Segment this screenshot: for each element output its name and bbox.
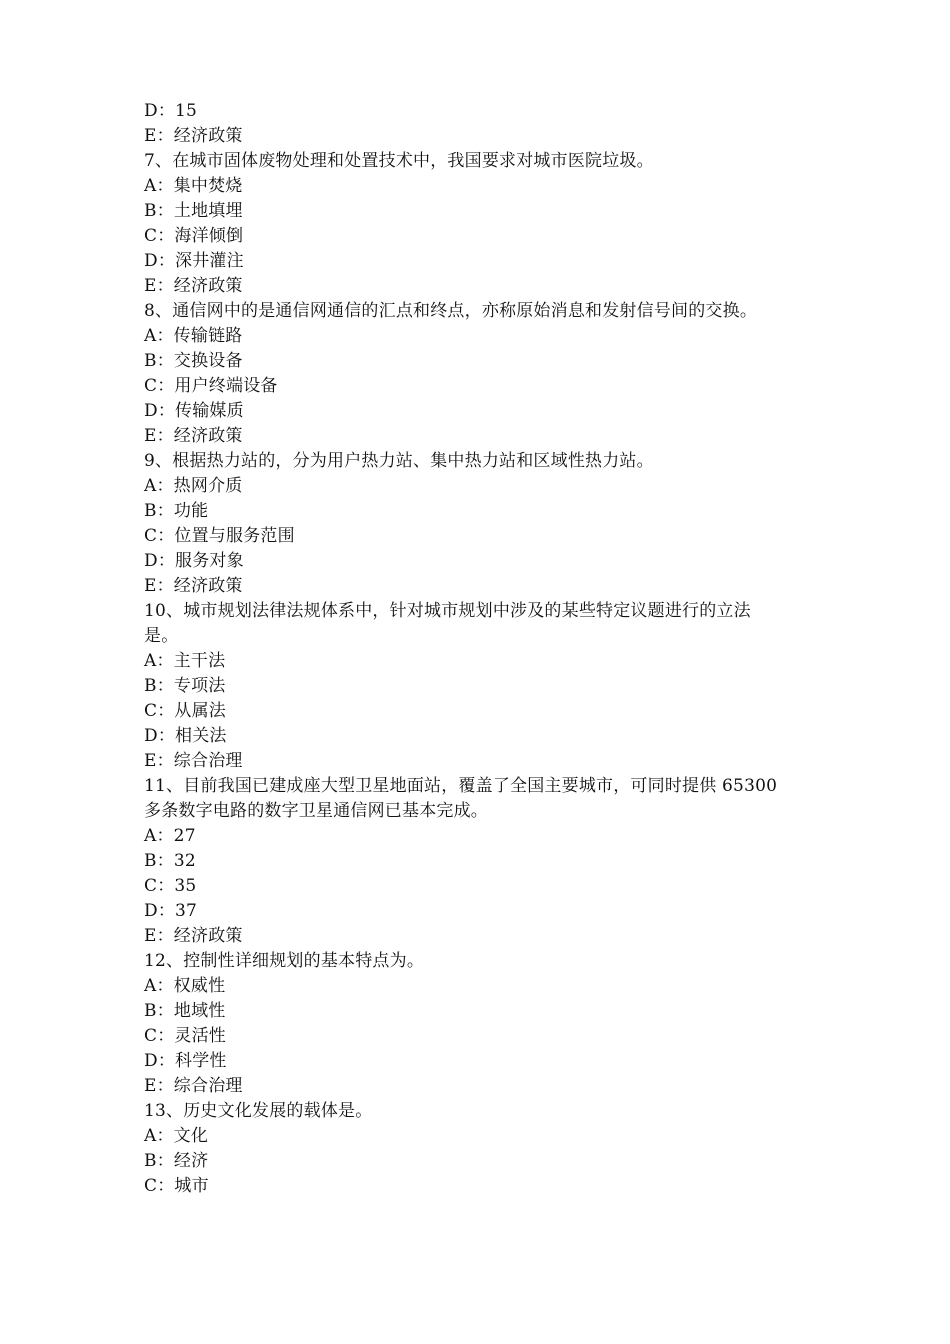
option-b: B：经济 bbox=[144, 1151, 209, 1171]
option-c: C：位置与服务范围 bbox=[144, 526, 295, 546]
question-9: 9、根据热力站的，分为用户热力站、集中热力站和区域性热力站。 bbox=[144, 451, 654, 471]
option-e: E：经济政策 bbox=[144, 926, 243, 946]
option-c: C：35 bbox=[144, 876, 197, 896]
option-c: C：用户终端设备 bbox=[144, 376, 278, 396]
option-d: D：相关法 bbox=[144, 726, 227, 746]
option-d: D：服务对象 bbox=[144, 551, 244, 571]
question-11-continued: 多条数字电路的数字卫星通信网已基本完成。 bbox=[144, 801, 488, 821]
option-a: A：主干法 bbox=[144, 651, 226, 671]
option-e: E：综合治理 bbox=[144, 1076, 243, 1096]
option-b: B：交换设备 bbox=[144, 351, 243, 371]
option-d: D：科学性 bbox=[144, 1051, 227, 1071]
option-e: E：经济政策 bbox=[144, 126, 243, 146]
option-b: B：功能 bbox=[144, 501, 209, 521]
option-b: B：专项法 bbox=[144, 676, 226, 696]
option-a: A：权威性 bbox=[144, 976, 226, 996]
option-a: A：文化 bbox=[144, 1126, 209, 1146]
option-c: C：灵活性 bbox=[144, 1026, 227, 1046]
question-13: 13、历史文化发展的载体是。 bbox=[144, 1101, 373, 1121]
option-b: B：地域性 bbox=[144, 1001, 226, 1021]
option-a: A：27 bbox=[144, 826, 196, 846]
question-8: 8、通信网中的是通信网通信的汇点和终点，亦称原始消息和发射信号间的交换。 bbox=[144, 301, 758, 321]
question-12: 12、控制性详细规划的基本特点为。 bbox=[144, 951, 425, 971]
option-d: D：37 bbox=[144, 901, 198, 921]
option-e: E：经济政策 bbox=[144, 576, 243, 596]
option-e: E：综合治理 bbox=[144, 751, 243, 771]
question-11: 11、目前我国已建成座大型卫星地面站，覆盖了全国主要城市，可同时提供 65300 bbox=[144, 776, 778, 796]
option-a: A：热网介质 bbox=[144, 476, 243, 496]
option-e: E：经济政策 bbox=[144, 426, 243, 446]
question-7: 7、在城市固体废物处理和处置技术中，我国要求对城市医院垃圾。 bbox=[144, 151, 654, 171]
option-b: B：土地填埋 bbox=[144, 201, 243, 221]
option-e: E：经济政策 bbox=[144, 276, 243, 296]
option-c: C：城市 bbox=[144, 1176, 209, 1196]
option-b: B：32 bbox=[144, 851, 196, 871]
question-10-continued: 是。 bbox=[144, 626, 179, 646]
option-a: A：传输链路 bbox=[144, 326, 243, 346]
option-d: D：15 bbox=[144, 101, 198, 121]
option-c: C：海洋倾倒 bbox=[144, 226, 244, 246]
option-d: D：传输媒质 bbox=[144, 401, 244, 421]
option-c: C：从属法 bbox=[144, 701, 227, 721]
question-10: 10、城市规划法律法规体系中，针对城市规划中涉及的某些特定议题进行的立法 bbox=[144, 601, 751, 621]
option-d: D：深井灌注 bbox=[144, 251, 244, 271]
option-a: A：集中焚烧 bbox=[144, 176, 243, 196]
document-page bbox=[144, 99, 814, 1199]
